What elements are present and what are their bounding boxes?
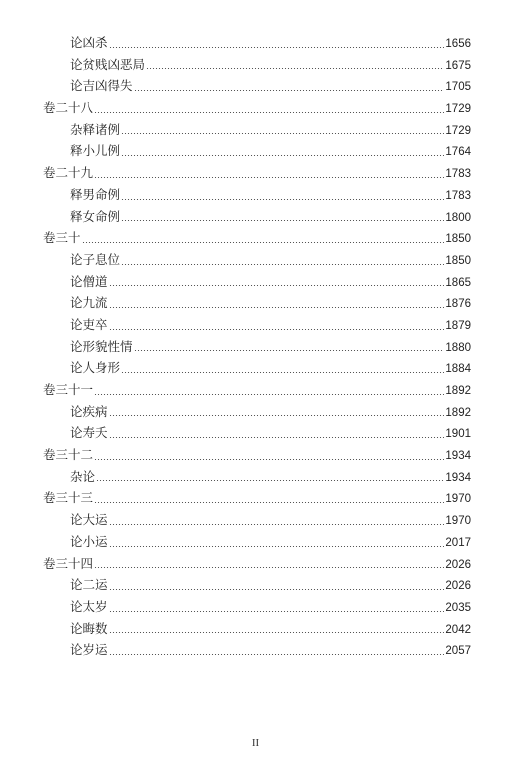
toc-entry-label: 论贫贱凶恶局 [70, 56, 146, 72]
toc-entry-row[interactable] [43, 32, 471, 54]
toc-entry-label: 卷三十三 [43, 490, 94, 506]
toc-entry-page: 1800 [445, 211, 471, 224]
toc-entry-page: 1705 [445, 81, 471, 94]
dot-leader [146, 68, 444, 69]
dot-leader [94, 177, 444, 178]
toc-entry-label: 论僧道 [70, 273, 108, 289]
toc-entry-row[interactable] [43, 206, 471, 228]
toc-entry-label: 释男命例 [70, 186, 121, 202]
toc-entry-label: 论太岁 [70, 598, 108, 614]
dot-leader [109, 307, 445, 308]
toc-entry-row[interactable] [43, 618, 471, 640]
toc-entry-label: 释女命例 [70, 208, 121, 224]
toc-entry-label: 论寿夭 [70, 425, 108, 441]
dot-leader [109, 589, 445, 590]
toc-entry-label: 卷三十四 [43, 555, 94, 571]
toc-entry-row[interactable] [43, 314, 471, 336]
toc-entry-label: 论岁运 [70, 642, 108, 658]
toc-entry-row[interactable] [43, 422, 471, 444]
toc-chapter-row[interactable] [43, 97, 471, 119]
toc-entry-row[interactable] [43, 336, 471, 358]
dot-leader [94, 502, 444, 503]
dot-leader [109, 329, 445, 330]
toc-entry-page: 1675 [445, 59, 471, 72]
toc-entry-page: 1934 [445, 450, 471, 463]
toc-entry-row[interactable] [43, 509, 471, 531]
dot-leader [109, 47, 445, 48]
dot-leader [121, 199, 444, 200]
dot-leader [94, 567, 444, 568]
toc-entry-label: 论二运 [70, 577, 108, 593]
toc-entry-label: 论大运 [70, 512, 108, 528]
dot-leader [94, 112, 444, 113]
toc-entry-label: 卷二十九 [43, 165, 94, 181]
dot-leader [121, 264, 444, 265]
toc-entry-row[interactable] [43, 54, 471, 76]
toc-entry-row[interactable] [43, 184, 471, 206]
dot-leader [121, 133, 444, 134]
toc-entry-page: 1783 [445, 168, 471, 181]
toc-entry-label: 杂论 [70, 468, 96, 484]
toc-entry-page: 2017 [445, 536, 471, 549]
dot-leader [121, 372, 444, 373]
toc-entry-page: 1880 [445, 341, 471, 354]
dot-leader [94, 459, 444, 460]
toc-entry-row[interactable] [43, 596, 471, 618]
toc-entry-page: 1892 [445, 406, 471, 419]
toc-entry-page: 1764 [445, 146, 471, 159]
toc-entry-page: 1850 [445, 233, 471, 246]
toc-entry-label: 论子息位 [70, 251, 121, 267]
dot-leader [134, 350, 445, 351]
toc-entry-page: 2026 [445, 558, 471, 571]
toc-entry-page: 1656 [445, 38, 471, 50]
dot-leader [82, 242, 445, 243]
toc-entry-page: 1865 [445, 276, 471, 289]
toc-entry-label: 论凶杀 [70, 35, 108, 50]
dot-leader [94, 394, 444, 395]
toc-entry-label: 论晦数 [70, 620, 108, 636]
toc-entry-row[interactable] [43, 531, 471, 553]
toc-entry-page: 2026 [445, 580, 471, 593]
toc-entry-label: 卷二十八 [43, 100, 94, 116]
toc-entry-label: 杂释诸例 [70, 121, 121, 137]
toc-entry-page: 1729 [445, 124, 471, 137]
toc-entry-page: 1879 [445, 319, 471, 332]
toc-entry-page: 1850 [445, 254, 471, 267]
dot-leader [109, 654, 445, 655]
toc-entry-row[interactable] [43, 574, 471, 596]
toc-entry-page: 1783 [445, 189, 471, 202]
toc-entry-row[interactable] [43, 140, 471, 162]
toc-entry-page: 1901 [445, 428, 471, 441]
toc-entry-label: 释小儿例 [70, 143, 121, 159]
toc-entry-page: 1729 [445, 103, 471, 116]
toc-entry-label: 论人身形 [70, 360, 121, 376]
table-of-contents [43, 32, 471, 661]
dot-leader [121, 155, 444, 156]
page-number: II [251, 737, 260, 749]
toc-entry-row[interactable] [43, 271, 471, 293]
toc-entry-page: 2042 [445, 623, 471, 636]
dot-leader [109, 285, 445, 286]
dot-leader [134, 90, 445, 91]
toc-entry-row[interactable] [43, 292, 471, 314]
toc-entry-label: 卷三十 [43, 230, 81, 246]
toc-entry-label: 论九流 [70, 295, 108, 311]
toc-entry-page: 1876 [445, 298, 471, 311]
toc-entry-label: 卷三十一 [43, 382, 94, 397]
toc-entry-row[interactable] [43, 401, 471, 423]
toc-entry-label: 论形貌性情 [70, 338, 133, 354]
toc-entry-row[interactable] [43, 119, 471, 141]
dot-leader [109, 437, 445, 438]
toc-entry-page: 1934 [445, 471, 471, 484]
toc-entry-page: 1892 [445, 385, 471, 397]
toc-chapter-row[interactable] [43, 553, 471, 575]
toc-entry-label: 论疾病 [70, 403, 108, 419]
toc-entry-label: 论吏卒 [70, 316, 108, 332]
dot-leader [109, 632, 445, 633]
dot-leader [96, 480, 444, 481]
toc-chapter-row[interactable] [43, 162, 471, 184]
toc-entry-page: 1884 [445, 363, 471, 376]
toc-entry-row[interactable] [43, 466, 471, 488]
toc-entry-page: 1970 [445, 515, 471, 528]
toc-entry-label: 论吉凶得失 [70, 78, 133, 94]
toc-entry-page: 2035 [445, 601, 471, 614]
toc-entry-label: 论小运 [70, 533, 108, 549]
toc-entry-row[interactable] [43, 357, 471, 379]
toc-chapter-row[interactable] [43, 444, 471, 466]
toc-entry-row[interactable] [43, 75, 471, 97]
toc-chapter-row[interactable] [43, 227, 471, 249]
toc-entry-label: 卷三十二 [43, 447, 94, 463]
dot-leader [109, 415, 445, 416]
toc-entry-row[interactable] [43, 249, 471, 271]
dot-leader [109, 611, 445, 612]
toc-chapter-row[interactable] [43, 487, 471, 509]
toc-entry-row[interactable] [43, 639, 471, 661]
dot-leader [109, 546, 445, 547]
toc-chapter-row[interactable] [43, 379, 471, 401]
dot-leader [121, 220, 444, 221]
toc-entry-page: 2057 [445, 645, 471, 658]
dot-leader [109, 524, 445, 525]
toc-entry-page: 1970 [445, 493, 471, 506]
